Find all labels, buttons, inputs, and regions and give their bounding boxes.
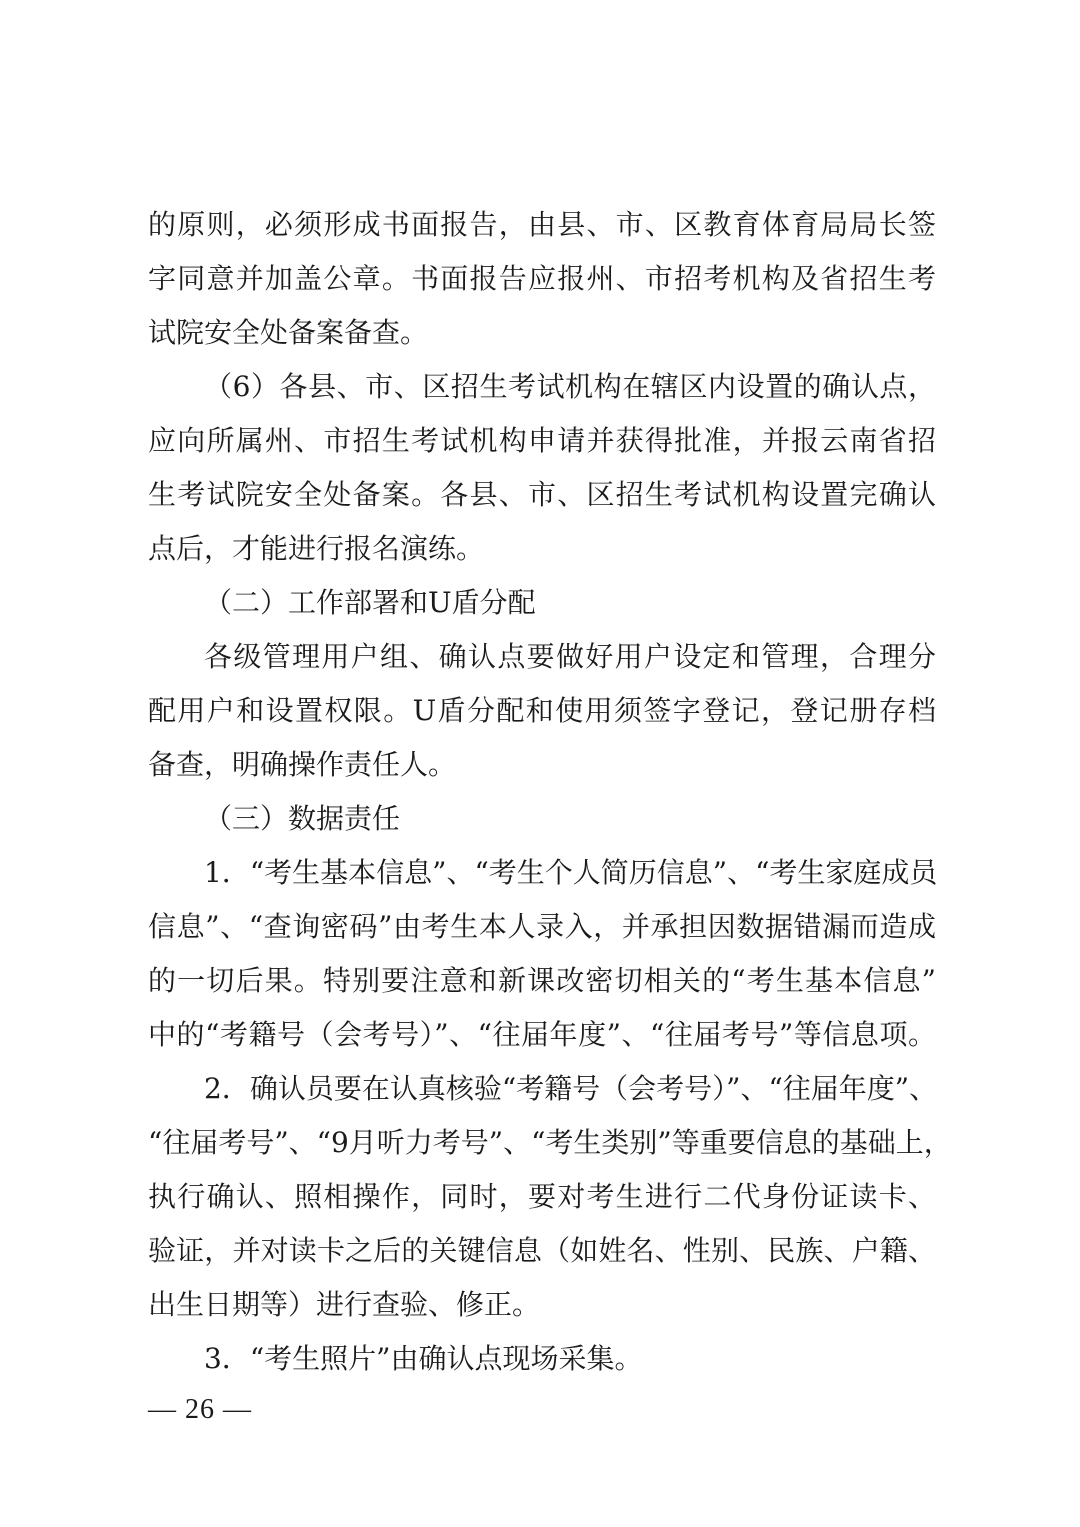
text-line: 的原则，必须形成书面报告，由县、市、区教育体育局局长签	[148, 208, 936, 241]
text-line: 出生日期等）进行查验、修正。	[148, 1288, 541, 1321]
page-number: — 26 —	[148, 1394, 252, 1425]
text-line: 验证，并对读卡之后的关键信息（如姓名、性别、民族、户籍、	[148, 1234, 936, 1267]
text-line: 应向所属州、市招生考试机构申请并获得批准，并报云南省招	[148, 424, 936, 457]
section-heading: （二）工作部署和U盾分配	[204, 586, 536, 619]
text-line: 的一切后果。特别要注意和新课改密切相关的“考生基本信息”	[148, 964, 936, 997]
text-line: 3．“考生照片”由确认点现场采集。	[204, 1342, 643, 1375]
text-line: （6）各县、市、区招生考试机构在辖区内设置的确认点，	[204, 370, 936, 403]
text-line: 试院安全处备案备查。	[148, 316, 429, 349]
text-line: 1．“考生基本信息”、“考生个人简历信息”、“考生家庭成员	[204, 856, 938, 889]
text-line: 2．确认员要在认真核验“考籍号（会考号）”、“往届年度”、	[204, 1072, 938, 1105]
text-line: 点后，才能进行报名演练。	[148, 532, 485, 565]
text-line: 字同意并加盖公章。书面报告应报州、市招考机构及省招生考	[148, 262, 936, 295]
text-line: “往届考号”、“9月听力考号”、“考生类别”等重要信息的基础上，	[148, 1126, 952, 1159]
text-line: 信息”、“查询密码”由考生本人录入，并承担因数据错漏而造成	[148, 910, 936, 943]
text-line: 中的“考籍号（会考号）”、“往届年度”、“往届考号”等信息项。	[148, 1018, 936, 1051]
text-line: 配用户和设置权限。U盾分配和使用须签字登记，登记册存档	[148, 694, 936, 727]
text-line: 执行确认、照相操作，同时，要对考生进行二代身份证读卡、	[148, 1180, 936, 1213]
text-line: 各级管理用户组、确认点要做好用户设定和管理，合理分	[204, 640, 936, 673]
text-line: 备查，明确操作责任人。	[148, 748, 457, 781]
text-line: 生考试院安全处备案。各县、市、区招生考试机构设置完确认	[148, 478, 936, 511]
section-heading: （三）数据责任	[204, 802, 401, 835]
